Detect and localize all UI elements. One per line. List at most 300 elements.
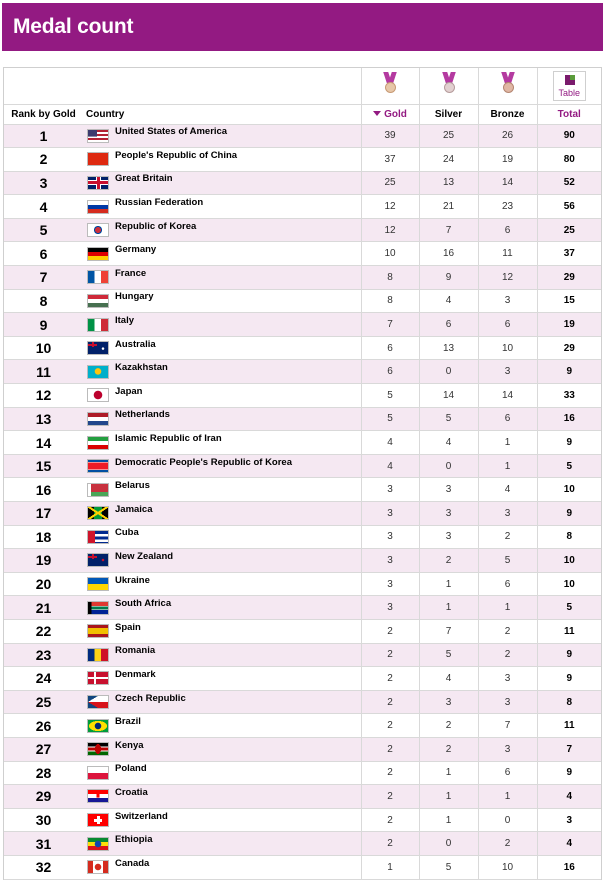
- gold-count: 2: [361, 667, 419, 691]
- gold-count: 5: [361, 407, 419, 431]
- bronze-count: 10: [478, 336, 537, 360]
- silver-count: 2: [419, 549, 478, 573]
- usa-flag-icon: [87, 129, 109, 143]
- rank-cell: 32: [4, 855, 83, 879]
- country-column-header[interactable]: Country: [83, 104, 361, 124]
- rank-cell: 20: [4, 572, 83, 596]
- silver-count: 9: [419, 266, 478, 290]
- bronze-count: 0: [478, 808, 537, 832]
- country-cell[interactable]: [83, 313, 361, 337]
- rank-cell: 29: [4, 785, 83, 809]
- total-count: 3: [537, 808, 601, 832]
- silver-count: 3: [419, 690, 478, 714]
- gold-count: 3: [361, 572, 419, 596]
- kazakhstan-flag-icon: [87, 365, 109, 379]
- medal-table-container: [3, 67, 602, 880]
- silver-medal-icon: [441, 72, 457, 94]
- country-name[interactable]: Brazil: [115, 716, 141, 728]
- table-row: [4, 289, 601, 313]
- rank-cell: 24: [4, 667, 83, 691]
- brazil-flag-icon: [87, 719, 109, 733]
- gold-count: 4: [361, 454, 419, 478]
- table-row: [4, 785, 601, 809]
- silver-count: 1: [419, 785, 478, 809]
- total-count: 19: [537, 313, 601, 337]
- country-cell[interactable]: [83, 619, 361, 643]
- rank-cell: 18: [4, 525, 83, 549]
- silver-count: 2: [419, 737, 478, 761]
- rank-cell: 6: [4, 242, 83, 266]
- country-cell[interactable]: [83, 502, 361, 526]
- country-cell[interactable]: [83, 525, 361, 549]
- country-cell[interactable]: [83, 478, 361, 502]
- total-count: 11: [537, 714, 601, 738]
- gold-count: 2: [361, 785, 419, 809]
- silver-column-header[interactable]: Silver: [419, 104, 478, 124]
- country-cell[interactable]: [83, 596, 361, 620]
- gold-count: 3: [361, 478, 419, 502]
- rank-cell: 19: [4, 549, 83, 573]
- bronze-count: 6: [478, 761, 537, 785]
- bronze-column-header[interactable]: Bronze: [478, 104, 537, 124]
- bronze-count: 1: [478, 454, 537, 478]
- country-name[interactable]: United States of America: [115, 126, 228, 138]
- hungary-flag-icon: [87, 294, 109, 308]
- total-count: 37: [537, 242, 601, 266]
- rank-cell: 12: [4, 384, 83, 408]
- korea-flag-icon: [87, 223, 109, 237]
- country-name[interactable]: Romania: [115, 645, 156, 657]
- total-count: 16: [537, 407, 601, 431]
- total-column-header[interactable]: Total: [537, 104, 601, 124]
- gold-count: 2: [361, 832, 419, 856]
- silver-medal-cell: [419, 68, 478, 104]
- silver-count: 1: [419, 596, 478, 620]
- denmark-flag-icon: [87, 671, 109, 685]
- bronze-count: 4: [478, 478, 537, 502]
- country-name[interactable]: Russian Federation: [115, 197, 204, 209]
- country-cell[interactable]: [83, 785, 361, 809]
- total-count: 52: [537, 171, 601, 195]
- gold-count: 2: [361, 619, 419, 643]
- country-name[interactable]: Germany: [115, 244, 157, 256]
- total-count: 29: [537, 336, 601, 360]
- bronze-count: 3: [478, 690, 537, 714]
- table-row: [4, 266, 601, 290]
- table-view-label: Table: [558, 87, 580, 98]
- netherlands-flag-icon: [87, 412, 109, 426]
- bronze-count: 6: [478, 313, 537, 337]
- table-row: [4, 171, 601, 195]
- ethiopia-flag-icon: [87, 837, 109, 851]
- table-row: [4, 855, 601, 879]
- bronze-count: 3: [478, 360, 537, 384]
- spain-flag-icon: [87, 624, 109, 638]
- total-count: 4: [537, 785, 601, 809]
- country-name[interactable]: Great Britain: [115, 173, 173, 185]
- country-name[interactable]: Netherlands: [115, 409, 170, 421]
- gold-count: 2: [361, 737, 419, 761]
- country-name[interactable]: People's Republic of China: [115, 149, 238, 161]
- total-count: 10: [537, 549, 601, 573]
- bronze-count: 1: [478, 596, 537, 620]
- china-flag-icon: [87, 152, 109, 166]
- total-count: 10: [537, 478, 601, 502]
- silver-count: 4: [419, 289, 478, 313]
- table-row: [4, 690, 601, 714]
- table-row: [4, 336, 601, 360]
- bronze-count: 2: [478, 643, 537, 667]
- north-korea-flag-icon: [87, 459, 109, 473]
- bronze-count: 1: [478, 785, 537, 809]
- table-row: [4, 313, 601, 337]
- silver-count: 16: [419, 242, 478, 266]
- country-name[interactable]: Japan: [115, 385, 143, 397]
- country-name[interactable]: Canada: [115, 857, 150, 869]
- silver-count: 13: [419, 171, 478, 195]
- table-row: [4, 218, 601, 242]
- gold-count: 25: [361, 171, 419, 195]
- table-row: [4, 549, 601, 573]
- total-count: 9: [537, 667, 601, 691]
- silver-count: 3: [419, 478, 478, 502]
- table-row: [4, 124, 601, 148]
- country-name[interactable]: Jamaica: [115, 503, 153, 515]
- country-name[interactable]: Ukraine: [115, 574, 150, 586]
- rank-cell: 27: [4, 737, 83, 761]
- silver-count: 21: [419, 195, 478, 219]
- gold-medal-icon: [382, 72, 398, 94]
- iran-flag-icon: [87, 436, 109, 450]
- bronze-count: 2: [478, 832, 537, 856]
- rank-cell: 23: [4, 643, 83, 667]
- medal-table: [4, 68, 601, 880]
- gold-count: 2: [361, 761, 419, 785]
- rank-cell: 5: [4, 218, 83, 242]
- sort-descending-icon: [373, 111, 381, 116]
- gold-count: 3: [361, 525, 419, 549]
- czech-flag-icon: [87, 695, 109, 709]
- total-count: 11: [537, 619, 601, 643]
- country-name[interactable]: Spain: [115, 621, 141, 633]
- jamaica-flag-icon: [87, 506, 109, 520]
- gold-count: 3: [361, 596, 419, 620]
- total-count: 80: [537, 148, 601, 172]
- south-africa-flag-icon: [87, 601, 109, 615]
- country-name[interactable]: Hungary: [115, 291, 154, 303]
- country-cell[interactable]: [83, 808, 361, 832]
- gold-count: 4: [361, 431, 419, 455]
- france-flag-icon: [87, 270, 109, 284]
- rank-cell: 8: [4, 289, 83, 313]
- rank-cell: 4: [4, 195, 83, 219]
- rank-cell: 16: [4, 478, 83, 502]
- gold-count: 1: [361, 855, 419, 879]
- new-zealand-flag-icon: [87, 553, 109, 567]
- rank-cell: 31: [4, 832, 83, 856]
- bronze-count: 6: [478, 218, 537, 242]
- total-count: 8: [537, 690, 601, 714]
- kenya-flag-icon: [87, 742, 109, 756]
- table-row: [4, 737, 601, 761]
- gold-count: 2: [361, 808, 419, 832]
- gold-count: 2: [361, 643, 419, 667]
- gold-column-header[interactable]: Gold: [361, 104, 419, 124]
- silver-count: 3: [419, 525, 478, 549]
- country-name[interactable]: Islamic Republic of Iran: [115, 433, 222, 445]
- country-cell[interactable]: [83, 643, 361, 667]
- rank-cell: 21: [4, 596, 83, 620]
- country-cell[interactable]: [83, 572, 361, 596]
- total-count: 25: [537, 218, 601, 242]
- bronze-count: 14: [478, 171, 537, 195]
- gold-count: 7: [361, 313, 419, 337]
- country-cell[interactable]: [83, 289, 361, 313]
- country-name[interactable]: Croatia: [115, 786, 148, 798]
- gold-count: 6: [361, 336, 419, 360]
- canada-flag-icon: [87, 860, 109, 874]
- rank-cell: 25: [4, 690, 83, 714]
- country-name[interactable]: Switzerland: [115, 810, 168, 822]
- page-title: Medal count: [13, 15, 134, 38]
- country-name[interactable]: South Africa: [115, 598, 172, 610]
- silver-count: 6: [419, 313, 478, 337]
- table-row: [4, 384, 601, 408]
- country-cell[interactable]: [83, 218, 361, 242]
- bronze-count: 2: [478, 619, 537, 643]
- silver-count: 1: [419, 761, 478, 785]
- silver-count: 7: [419, 218, 478, 242]
- country-name[interactable]: Ethiopia: [115, 834, 153, 846]
- belarus-flag-icon: [87, 483, 109, 497]
- silver-count: 7: [419, 619, 478, 643]
- bronze-count: 1: [478, 431, 537, 455]
- bronze-count: 19: [478, 148, 537, 172]
- silver-count: 14: [419, 384, 478, 408]
- total-count: 33: [537, 384, 601, 408]
- bronze-medal-icon: [500, 72, 516, 94]
- great-britain-flag-icon: [87, 176, 109, 190]
- country-name[interactable]: Poland: [115, 763, 147, 775]
- table-row: [4, 502, 601, 526]
- silver-count: 5: [419, 407, 478, 431]
- country-name[interactable]: Belarus: [115, 480, 150, 492]
- table-row: [4, 195, 601, 219]
- table-row: [4, 808, 601, 832]
- rank-cell: 26: [4, 714, 83, 738]
- gold-count: 2: [361, 714, 419, 738]
- ukraine-flag-icon: [87, 577, 109, 591]
- bronze-count: 14: [478, 384, 537, 408]
- bronze-count: 23: [478, 195, 537, 219]
- germany-flag-icon: [87, 247, 109, 261]
- rank-cell: 3: [4, 171, 83, 195]
- country-name[interactable]: New Zealand: [115, 550, 174, 562]
- country-cell[interactable]: [83, 549, 361, 573]
- country-name[interactable]: Republic of Korea: [115, 220, 197, 232]
- country-name[interactable]: Democratic People's Republic of Korea: [115, 456, 293, 468]
- rank-cell: 28: [4, 761, 83, 785]
- cuba-flag-icon: [87, 530, 109, 544]
- romania-flag-icon: [87, 648, 109, 662]
- bronze-count: 3: [478, 289, 537, 313]
- country-cell[interactable]: [83, 242, 361, 266]
- country-cell[interactable]: [83, 761, 361, 785]
- country-name[interactable]: Cuba: [115, 527, 139, 539]
- rank-cell: 22: [4, 619, 83, 643]
- bronze-count: 6: [478, 407, 537, 431]
- bronze-count: 11: [478, 242, 537, 266]
- total-count: 15: [537, 289, 601, 313]
- rank-cell: 9: [4, 313, 83, 337]
- country-cell[interactable]: [83, 384, 361, 408]
- table-row: [4, 478, 601, 502]
- total-count: 7: [537, 737, 601, 761]
- total-count: 9: [537, 502, 601, 526]
- russia-flag-icon: [87, 200, 109, 214]
- country-name[interactable]: Denmark: [115, 668, 156, 680]
- gold-count: 3: [361, 502, 419, 526]
- table-row: [4, 242, 601, 266]
- bronze-count: 2: [478, 525, 537, 549]
- bronze-count: 3: [478, 737, 537, 761]
- country-cell[interactable]: [83, 431, 361, 455]
- bronze-count: 3: [478, 502, 537, 526]
- rank-cell: 17: [4, 502, 83, 526]
- country-cell[interactable]: [83, 454, 361, 478]
- gold-count: 39: [361, 124, 419, 148]
- country-cell[interactable]: [83, 148, 361, 172]
- bronze-count: 7: [478, 714, 537, 738]
- total-count: 5: [537, 454, 601, 478]
- table-row: [4, 761, 601, 785]
- rank-cell: 30: [4, 808, 83, 832]
- total-count: 10: [537, 572, 601, 596]
- silver-count: 0: [419, 360, 478, 384]
- total-count: 4: [537, 832, 601, 856]
- view-toggle-cell: [537, 68, 601, 104]
- table-row: [4, 619, 601, 643]
- silver-count: 5: [419, 855, 478, 879]
- country-cell[interactable]: [83, 690, 361, 714]
- rank-cell: 2: [4, 148, 83, 172]
- switzerland-flag-icon: [87, 813, 109, 827]
- bronze-medal-cell: [478, 68, 537, 104]
- table-row: [4, 431, 601, 455]
- country-cell[interactable]: [83, 855, 361, 879]
- rank-cell: 7: [4, 266, 83, 290]
- page-header: [2, 3, 603, 51]
- silver-count: 2: [419, 714, 478, 738]
- total-count: 90: [537, 124, 601, 148]
- gold-count: 3: [361, 549, 419, 573]
- silver-count: 5: [419, 643, 478, 667]
- country-name[interactable]: Czech Republic: [115, 692, 186, 704]
- country-cell[interactable]: [83, 737, 361, 761]
- total-count: 9: [537, 431, 601, 455]
- country-name[interactable]: Kazakhstan: [115, 362, 168, 374]
- total-count: 9: [537, 643, 601, 667]
- silver-count: 4: [419, 431, 478, 455]
- italy-flag-icon: [87, 318, 109, 332]
- silver-count: 13: [419, 336, 478, 360]
- rank-cell: 13: [4, 407, 83, 431]
- total-count: 29: [537, 266, 601, 290]
- bronze-count: 3: [478, 667, 537, 691]
- table-row: [4, 832, 601, 856]
- bronze-count: 12: [478, 266, 537, 290]
- bronze-count: 5: [478, 549, 537, 573]
- table-row: [4, 360, 601, 384]
- gold-count: 8: [361, 266, 419, 290]
- silver-count: 1: [419, 572, 478, 596]
- total-count: 56: [537, 195, 601, 219]
- country-cell[interactable]: [83, 407, 361, 431]
- country-cell[interactable]: [83, 667, 361, 691]
- country-cell[interactable]: [83, 124, 361, 148]
- table-row: [4, 596, 601, 620]
- gold-count: 2: [361, 690, 419, 714]
- country-cell[interactable]: [83, 832, 361, 856]
- country-cell[interactable]: [83, 336, 361, 360]
- table-row: [4, 525, 601, 549]
- bronze-count: 6: [478, 572, 537, 596]
- table-row: [4, 454, 601, 478]
- country-name[interactable]: Australia: [115, 338, 156, 350]
- country-cell[interactable]: [83, 360, 361, 384]
- table-row: [4, 643, 601, 667]
- gold-count: 37: [361, 148, 419, 172]
- rank-cell: 15: [4, 454, 83, 478]
- country-cell[interactable]: [83, 195, 361, 219]
- total-count: 8: [537, 525, 601, 549]
- total-count: 9: [537, 360, 601, 384]
- country-name[interactable]: Kenya: [115, 739, 144, 751]
- rank-cell: 10: [4, 336, 83, 360]
- rank-column-header[interactable]: Rank by Gold: [4, 104, 83, 124]
- bronze-count: 10: [478, 855, 537, 879]
- rank-cell: 11: [4, 360, 83, 384]
- gold-count: 12: [361, 218, 419, 242]
- croatia-flag-icon: [87, 789, 109, 803]
- silver-count: 24: [419, 148, 478, 172]
- table-row: [4, 714, 601, 738]
- total-count: 16: [537, 855, 601, 879]
- gold-count: 12: [361, 195, 419, 219]
- silver-count: 3: [419, 502, 478, 526]
- country-name[interactable]: France: [115, 267, 147, 279]
- poland-flag-icon: [87, 766, 109, 780]
- country-cell[interactable]: [83, 714, 361, 738]
- country-name[interactable]: Italy: [115, 315, 135, 327]
- silver-count: 0: [419, 454, 478, 478]
- silver-count: 25: [419, 124, 478, 148]
- table-view-button[interactable]: [553, 71, 586, 101]
- silver-count: 4: [419, 667, 478, 691]
- gold-medal-cell: [361, 68, 419, 104]
- rank-cell: 1: [4, 124, 83, 148]
- country-cell[interactable]: [83, 171, 361, 195]
- silver-count: 1: [419, 808, 478, 832]
- gold-count: 6: [361, 360, 419, 384]
- table-row: [4, 407, 601, 431]
- total-count: 9: [537, 761, 601, 785]
- rank-cell: 14: [4, 431, 83, 455]
- country-cell[interactable]: [83, 266, 361, 290]
- table-row: [4, 572, 601, 596]
- silver-count: 0: [419, 832, 478, 856]
- bronze-count: 26: [478, 124, 537, 148]
